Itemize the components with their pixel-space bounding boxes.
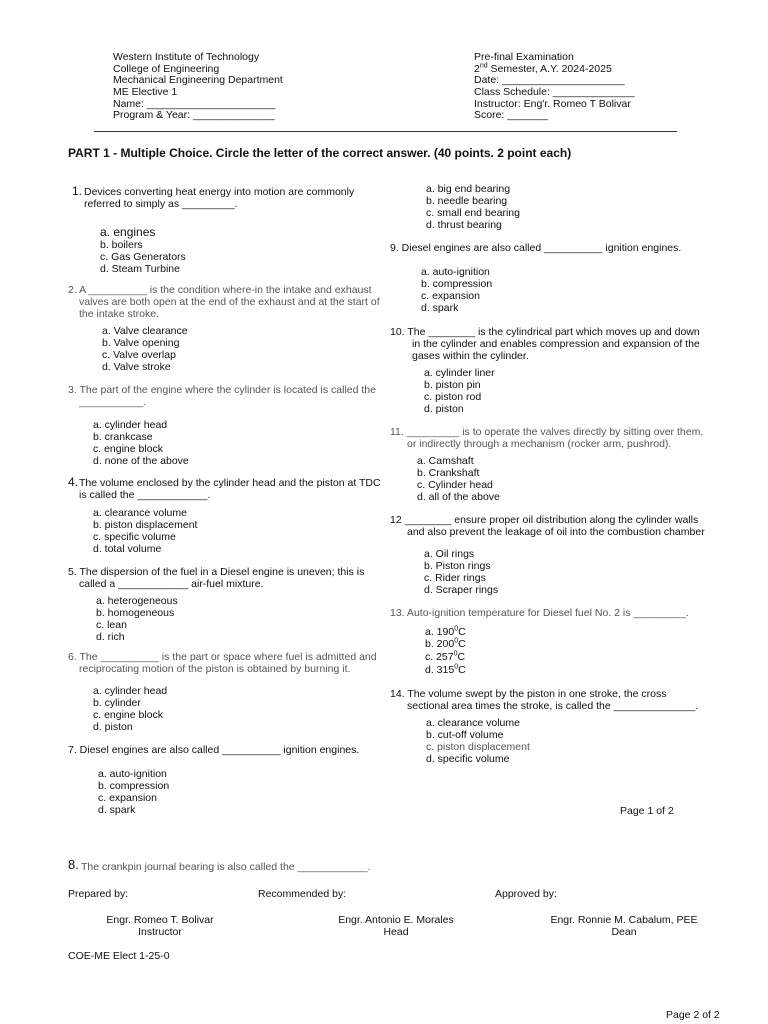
question-stem-line: 10. The ________ is the cylindrical part which moves up and down: [390, 326, 700, 338]
option-a: a. Oil rings: [424, 548, 475, 560]
question-stem-line: 3. The part of the engine where the cylinder is located is called the: [68, 384, 376, 396]
class-schedule-field: Class Schedule: ______________: [474, 86, 635, 99]
question-stem-line: in the cylinder and enables compression and expansion of the: [412, 338, 700, 350]
signatory-name: Engr. Romeo T. Bolivar: [106, 914, 214, 926]
option-d: d. Scraper rings: [424, 584, 499, 596]
prepared-by-label: Prepared by:: [68, 888, 129, 900]
option-a: a. auto-ignition: [421, 266, 490, 278]
option-c: c. engine block: [93, 709, 164, 721]
option-c: [425, 651, 465, 663]
option-b: b. homogeneous: [96, 607, 175, 619]
college-name: College of Engineering: [113, 62, 220, 75]
recommended-by-label: Recommended by:: [258, 888, 347, 900]
option-c: c. specific volume: [93, 531, 176, 543]
school-name: Western Institute of Technology: [113, 51, 260, 63]
option-b: b. compression: [421, 278, 493, 290]
question-stem-line: 11. _________ is to operate the valves directly by sitting over them,: [390, 426, 704, 438]
question-stem-line: sectional area times the stroke, is called the ______________.: [407, 700, 699, 712]
option-b: b. cut-off volume: [426, 729, 504, 741]
name-field: Name: ______________________: [113, 97, 276, 110]
option-b: b. needle bearing: [426, 195, 508, 207]
option-d: d. piston: [93, 721, 133, 733]
part-title: PART 1 - Multiple Choice. Circle the letter of the correct answer. (40 points. 2 point each): [68, 146, 572, 160]
option-d: d. spark: [421, 302, 459, 314]
option-b: b. Valve opening: [102, 337, 180, 349]
option-b: b. compression: [98, 780, 170, 792]
question-stem-line: ___________.: [79, 396, 147, 408]
option-c: c. expansion: [421, 290, 480, 302]
option-b: b. cylinder: [93, 697, 141, 709]
question-stem-line: 13. Auto-ignition temperature for Diesel fuel No. 2 is _________.: [390, 607, 689, 619]
option-b: b. Piston rings: [424, 560, 491, 572]
option-value: d. 315: [425, 664, 455, 676]
question-stem-line: The volume enclosed by the cylinder head and the piston at TDC: [79, 477, 381, 489]
approved-by-label: Approved by:: [495, 888, 557, 900]
degree-sup: 0: [454, 663, 459, 671]
question-stem-line: 9. Diesel engines are also called __________ ignition engines.: [390, 242, 682, 254]
option-b: b. Crankshaft: [417, 467, 480, 479]
question-stem-line: The crankpin journal bearing is also called the ____________.: [81, 861, 371, 873]
question-stem-line: gases within the cylinder.: [412, 350, 529, 362]
option-d: d. Valve stroke: [102, 361, 171, 373]
option-c: c. Rider rings: [424, 572, 486, 584]
unit: C: [458, 664, 466, 676]
question-stem-line: the intake stroke.: [79, 308, 159, 320]
option-c: c. Valve overlap: [102, 349, 176, 361]
option-d: [425, 664, 466, 676]
question-stem-line: 14. The volume swept by the piston in one stroke, the cross: [390, 688, 667, 700]
question-stem-line: 6. The __________ is the part or space where fuel is admitted and: [68, 651, 377, 663]
option-a: a. cylinder head: [93, 685, 168, 697]
degree-sup: 0: [453, 650, 458, 658]
page-1-label: Page 1 of 2: [620, 805, 674, 817]
option-c: c. Cylinder head: [417, 479, 493, 491]
option-a: a. cylinder head: [93, 419, 168, 431]
option-c: c. piston displacement: [426, 741, 530, 753]
question-stem-line: is called the ____________.: [79, 489, 211, 501]
option-a: a. clearance volume: [426, 717, 520, 729]
option-a: a. clearance volume: [93, 507, 187, 519]
degree-sup: 0: [454, 625, 459, 633]
page-2-label: Page 2 of 2: [666, 1009, 720, 1021]
option-value: c. 257: [425, 651, 454, 663]
question-number: 1.: [72, 184, 83, 198]
option-a: a. big end bearing: [426, 183, 511, 195]
signatory-name: Engr. Antonio E. Morales: [338, 914, 454, 926]
option-value: b. 200: [425, 638, 455, 650]
signature-prepared: [100, 914, 220, 938]
question-stem-line: called a ____________ air-fuel mixture.: [79, 578, 264, 590]
semester-number: 2: [474, 62, 480, 75]
degree-sup: 0: [454, 637, 459, 645]
unit: C: [458, 626, 466, 638]
signatory-title: Head: [383, 926, 409, 938]
option-c: c. expansion: [98, 792, 157, 804]
option-a: a. engines: [100, 225, 156, 239]
header-right: [474, 51, 635, 121]
option-d: d. rich: [96, 631, 125, 643]
question-stem-line: referred to simply as _________.: [84, 198, 238, 210]
question-stem-line: and also prevent the leakage of oil into the combustion chamber: [407, 526, 705, 538]
option-b: [425, 638, 466, 650]
option-a: a. cylinder liner: [424, 367, 495, 379]
exam-title: Pre-final Examination: [474, 51, 574, 63]
question-stem-line: 2. A __________ is the condition where-in the intake and exhaust: [68, 284, 372, 296]
department-name: Mechanical Engineering Department: [113, 74, 283, 87]
option-d: d. spark: [98, 804, 136, 816]
option-c: c. small end bearing: [426, 207, 520, 219]
option-b: b. crankcase: [93, 431, 153, 443]
signatory-title: Instructor: [138, 926, 182, 938]
unit: C: [458, 638, 466, 650]
header-divider: [94, 131, 677, 132]
option-d: d. specific volume: [426, 753, 510, 765]
question-number: 4.: [68, 475, 79, 489]
option-a: a. heterogeneous: [96, 595, 178, 607]
question-stem-line: reciprocating motion of the piston is obtained by burning it.: [79, 663, 351, 675]
option-a: a. Camshaft: [417, 455, 474, 467]
question-stem-line: Devices converting heat energy into motion are commonly: [84, 186, 355, 198]
date-field: Date: _____________________: [474, 74, 625, 87]
signatory-title: Dean: [611, 926, 637, 938]
document-code: COE-ME Elect 1-25-0: [68, 950, 170, 962]
signature-approved: [544, 914, 704, 938]
instructor-line: Instructor: Eng'r. Romeo T Bolivar: [474, 97, 631, 110]
header-left: [113, 51, 283, 121]
signatory-name: Engr. Ronnie M. Cabalum, PEE: [550, 914, 698, 926]
semester-text: Semester, A.Y. 2024-2025: [487, 62, 612, 75]
option-a: [425, 626, 466, 638]
option-b: b. piston displacement: [93, 519, 198, 531]
option-b: b. boilers: [100, 239, 143, 251]
option-c: c. lean: [96, 619, 127, 631]
option-d: d. none of the above: [93, 455, 189, 467]
unit: C: [457, 651, 466, 663]
signature-recommended: [326, 914, 466, 938]
option-d: d. Steam Turbine: [100, 263, 180, 275]
option-a: a. auto-ignition: [98, 768, 167, 780]
question-stem-line: or indirectly through a mechanism (rocker arm, pushrod).: [407, 438, 672, 450]
question-stem-line: 5. The dispersion of the fuel in a Diesel engine is uneven; this is: [68, 566, 365, 578]
question-number: 8.: [68, 857, 79, 872]
question-stem-line: 7. Diesel engines are also called __________ ignition engines.: [68, 744, 360, 756]
score-field: Score: _______: [474, 109, 549, 122]
option-c: c. Gas Generators: [100, 251, 186, 263]
option-a: a. Valve clearance: [102, 325, 188, 337]
question-stem-line: 12 ________ ensure proper oil distribution along the cylinder walls: [390, 514, 699, 526]
option-b: b. piston pin: [424, 379, 481, 391]
question-stem-line: valves are both open at the end of the exhaust and at the start of: [79, 296, 380, 308]
semester-line: [474, 63, 635, 75]
option-d: d. piston: [424, 403, 464, 415]
option-c: c. piston rod: [424, 391, 482, 403]
option-d: d. thrust bearing: [426, 219, 502, 231]
option-value: a. 190: [425, 626, 455, 638]
semester-suffix: nd: [479, 62, 488, 70]
program-year-field: Program & Year: ______________: [113, 109, 275, 122]
course-name: ME Elective 1: [113, 86, 178, 99]
option-d: d. total volume: [93, 543, 162, 555]
option-d: d. all of the above: [417, 491, 500, 503]
option-c: c. engine block: [93, 443, 164, 455]
